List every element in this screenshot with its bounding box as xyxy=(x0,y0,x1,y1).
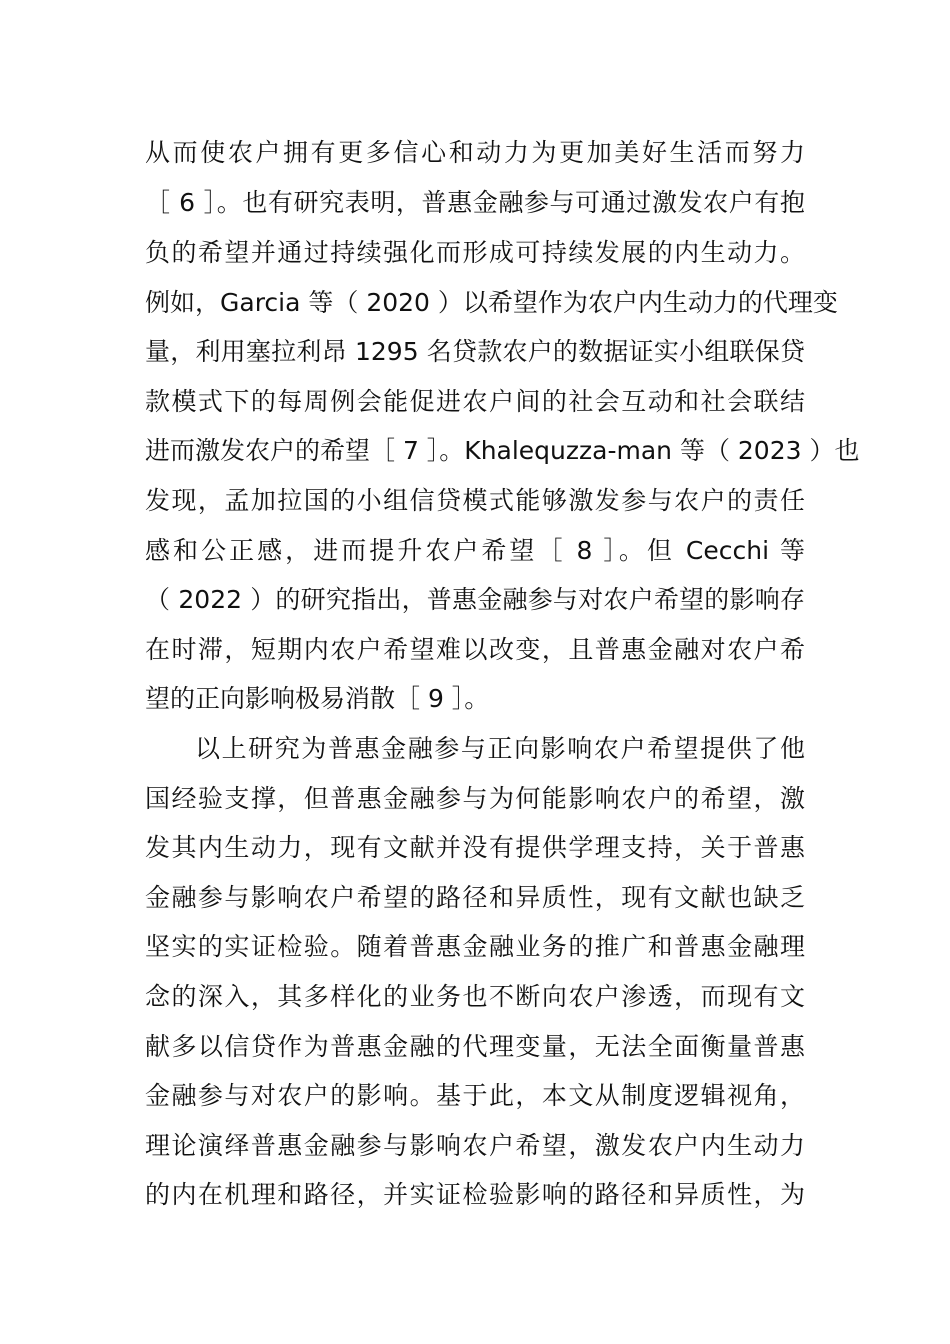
text-line: 念的深入，其多样化的业务也不断向农户渗透，而现有文 xyxy=(145,982,805,1011)
text-line: 负的希望并通过持续强化而形成可持续发展的内生动力。 xyxy=(145,238,805,267)
text-line: 望的正向影响极易消散［ 9 ］。 xyxy=(145,684,490,713)
text-line: 发现，孟加拉国的小组信贷模式能够激发参与农户的责任 xyxy=(145,486,805,515)
text-line: 在时滞，短期内农户希望难以改变，且普惠金融对农户希 xyxy=(145,635,805,664)
text-line: 献多以信贷作为普惠金融的代理变量，无法全面衡量普惠 xyxy=(145,1032,805,1061)
text-line: 进而激发农户的希望［ 7 ］。Khalequzza-man 等（ 2023 ）也 xyxy=(145,436,860,465)
text-line: 金融参与对农户的影响。基于此，本文从制度逻辑视角， xyxy=(145,1081,805,1110)
text-line: 以上研究为普惠金融参与正向影响农户希望提供了他 xyxy=(195,734,805,763)
text-line: 国经验支撑，但普惠金融参与为何能影响农户的希望，激 xyxy=(145,784,805,813)
text-line: 感和公正感，进而提升农户希望［ 8 ］。但 Cecchi 等 xyxy=(145,536,805,565)
text-line: 例如，Garcia 等（ 2020 ）以希望作为农户内生动力的代理变 xyxy=(145,288,838,317)
text-line: 的内在机理和路径，并实证检验影响的路径和异质性，为 xyxy=(145,1180,805,1209)
text-line: 理论演绎普惠金融参与影响农户希望，激发农户内生动力 xyxy=(145,1131,805,1160)
text-line: 金融参与影响农户希望的路径和异质性，现有文献也缺乏 xyxy=(145,883,805,912)
text-line: 款模式下的每周例会能促进农户间的社会互动和社会联结 xyxy=(145,387,805,416)
text-line: （ 2022 ）的研究指出，普惠金融参与对农户希望的影响存 xyxy=(145,585,805,614)
text-line: 从而使农户拥有更多信心和动力为更加美好生活而努力 xyxy=(145,138,805,167)
text-line: 量，利用塞拉利昂 1295 名贷款农户的数据证实小组联保贷 xyxy=(145,337,805,366)
text-line: 坚实的实证检验。随着普惠金融业务的推广和普惠金融理 xyxy=(145,932,805,961)
text-line: ［ 6 ］。也有研究表明，普惠金融参与可通过激发农户有抱 xyxy=(145,188,805,217)
text-line: 发其内生动力，现有文献并没有提供学理支持，关于普惠 xyxy=(145,833,805,862)
